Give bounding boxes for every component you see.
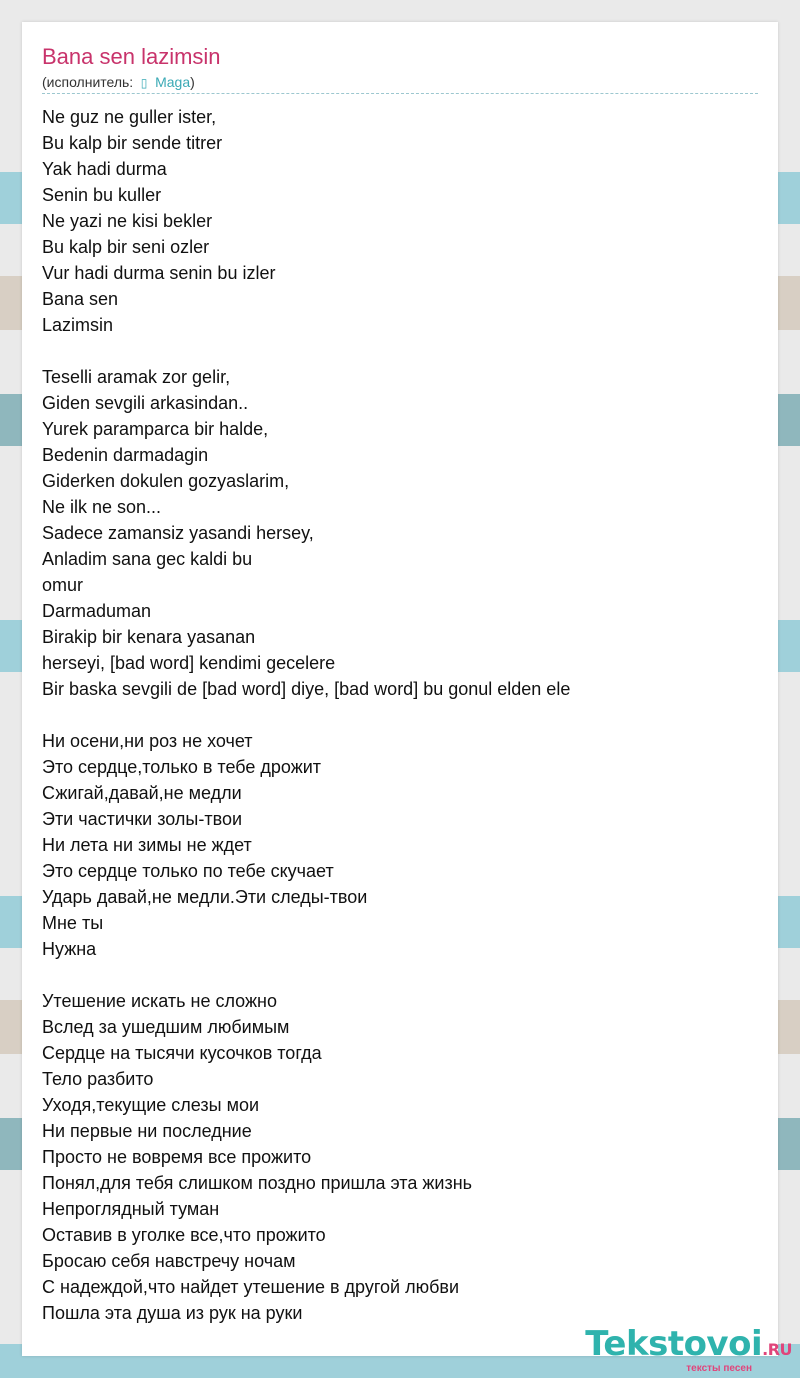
lyric-line: Giden sevgili arkasindan.. xyxy=(42,393,249,413)
performer-suffix: ) xyxy=(190,74,195,90)
lyric-line: Giderken dokulen gozyaslarim, xyxy=(42,471,290,491)
title-divider xyxy=(42,93,758,94)
stanza-break xyxy=(42,962,762,988)
lyrics-card xyxy=(22,22,778,1356)
logo-tld: .RU xyxy=(762,1340,792,1359)
lyric-line: Bir baska sevgili de [bad word] diye, [bad word] bu gonul elden ele xyxy=(42,679,571,699)
lyric-line: Утешение искать не сложно xyxy=(42,991,277,1011)
lyric-line: Сжигай,давай,не медли xyxy=(42,783,242,803)
lyric-line: Bana sen xyxy=(42,289,119,309)
lyric-line: Непроглядный туман xyxy=(42,1199,220,1219)
lyric-line: Darmaduman xyxy=(42,601,152,621)
lyric-line: С надеждой,что найдет утешение в другой любви xyxy=(42,1277,460,1297)
lyric-line: Пошла эта душа из рук на руки xyxy=(42,1303,303,1323)
logo-tagline: тексты песен xyxy=(686,1363,752,1374)
lyric-line: herseyi, [bad word] kendimi gecelere xyxy=(42,653,336,673)
person-icon: ▯ xyxy=(140,76,148,90)
lyric-line: Sadece zamansiz yasandi hersey, xyxy=(42,523,314,543)
stanza-break xyxy=(42,338,762,364)
lyric-line: Понял,для тебя слишком поздно пришла эта жизнь xyxy=(42,1173,473,1193)
lyric-line: Эти частички золы-твои xyxy=(42,809,243,829)
lyric-line: Birakip bir kenara yasanan xyxy=(42,627,256,647)
lyric-line: Senin bu kuller xyxy=(42,185,162,205)
logo-brand xyxy=(585,1324,792,1367)
lyric-line: Уходя,текущие слезы мои xyxy=(42,1095,260,1115)
lyric-line: Vur hadi durma senin bu izler xyxy=(42,263,276,283)
lyric-line: Оставив в уголке все,что прожито xyxy=(42,1225,326,1245)
lyric-line: Anladim sana gec kaldi bu xyxy=(42,549,253,569)
song-title: Bana sen lazimsin xyxy=(42,44,221,69)
lyric-line: Bedenin darmadagin xyxy=(42,445,209,465)
lyric-line: Yurek paramparca bir halde, xyxy=(42,419,269,439)
performer-prefix: (исполнитель: xyxy=(42,74,138,90)
lyric-line: Ни лета ни зимы не ждет xyxy=(42,835,252,855)
lyric-line: Вслед за ушедшим любимым xyxy=(42,1017,290,1037)
lyric-line: Yak hadi durma xyxy=(42,159,167,179)
lyric-line: Тело разбито xyxy=(42,1069,154,1089)
site-logo[interactable] xyxy=(585,1324,792,1378)
logo-brand-name: Tekstovoi xyxy=(585,1324,763,1364)
lyric-line: Bu kalp bir sende titrer xyxy=(42,133,223,153)
lyric-line: Ни осени,ни роз не хочет xyxy=(42,731,253,751)
lyric-line: Ни первые ни последние xyxy=(42,1121,252,1141)
lyric-line: Ne yazi ne kisi bekler xyxy=(42,211,213,231)
lyric-line: Ne guz ne guller ister, xyxy=(42,107,217,127)
lyric-line: Сердце на тысячи кусочков тогда xyxy=(42,1043,322,1063)
lyric-line: Нужна xyxy=(42,939,97,959)
lyric-line: Бросаю себя навстречу ночам xyxy=(42,1251,296,1271)
stanza-break xyxy=(42,702,762,728)
lyric-line: Teselli aramak zor gelir, xyxy=(42,367,231,387)
lyric-line: Bu kalp bir seni ozler xyxy=(42,237,210,257)
artist-link[interactable]: Maga xyxy=(155,74,191,90)
performer-line xyxy=(42,74,195,90)
lyric-line: Просто не вовремя все прожито xyxy=(42,1147,312,1167)
lyric-line: Мне ты xyxy=(42,913,104,933)
lyric-line: Это сердце,только в тебе дрожит xyxy=(42,757,322,777)
lyric-line: Ne ilk ne son... xyxy=(42,497,162,517)
lyric-line: Это сердце только по тебе скучает xyxy=(42,861,334,881)
lyric-line: Lazimsin xyxy=(42,315,114,335)
lyrics-text xyxy=(42,104,762,1326)
lyric-line: Ударь давай,не медли.Эти следы-твои xyxy=(42,887,368,907)
lyric-line: omur xyxy=(42,575,84,595)
